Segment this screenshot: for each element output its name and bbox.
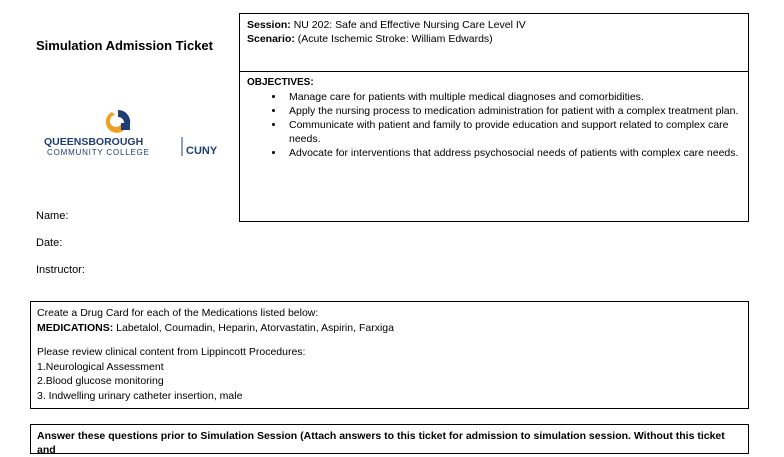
scenario-line — [247, 32, 741, 46]
list-item: • Apply the nursing process to medication administration for patient with a complex treatment plan. — [285, 104, 741, 118]
scenario-value: (Acute Ischemic Stroke: William Edwards) — [297, 33, 493, 45]
list-item: • Manage care for patients with multiple medical diagnoses and comorbidities. — [285, 90, 741, 104]
medications-list: Labetalol, Coumadin, Heparin, Atorvastatin, Aspirin, Farxiga — [116, 321, 394, 334]
drug-card-instruction: Create a Drug Card for each of the Medications listed below: — [37, 307, 319, 319]
list-item: • Communicate with patient and family to provide education and support related to complex care needs. — [285, 118, 741, 146]
objectives-heading: OBJECTIVES: — [247, 77, 314, 88]
objectives-list — [247, 90, 741, 160]
logo-line2: COMMUNITY COLLEGE — [47, 148, 150, 157]
objectives-box — [239, 71, 749, 222]
list-item: • Advocate for interventions that address psychosocial needs of patients with complex care needs. — [285, 146, 741, 160]
logo-cuny: CUNY — [186, 145, 218, 157]
medications-line — [37, 321, 742, 336]
logo-line1: QUEENSBOROUGH — [44, 136, 144, 148]
session-label: Session: — [247, 19, 291, 31]
questions-box — [30, 424, 749, 454]
list-item: 3. Indwelling urinary catheter insertion, male — [37, 389, 243, 402]
scenario-label: Scenario: — [247, 33, 295, 45]
medications-box — [30, 301, 749, 409]
session-box — [239, 13, 749, 72]
name-label: Name: — [36, 210, 69, 222]
logo-emblem-icon — [106, 110, 130, 133]
session-value: NU 202: Safe and Effective Nursing Care Level IV — [293, 19, 526, 31]
medications-label: MEDICATIONS: — [37, 321, 114, 334]
college-logo — [44, 106, 218, 158]
list-item: 1.Neurological Assessment — [37, 360, 164, 373]
questions-text: Answer these questions prior to Simulation Session (Attach answers to this ticket for admission to simulation session. Without this ticket and — [37, 430, 725, 456]
page-title: Simulation Admission Ticket — [36, 38, 213, 53]
session-line — [247, 18, 741, 32]
list-item: 2.Blood glucose monitoring — [37, 375, 164, 387]
date-label: Date: — [36, 237, 63, 249]
review-text: Please review clinical content from Lippincott Procedures: — [37, 346, 306, 358]
instructor-label: Instructor: — [36, 264, 85, 276]
